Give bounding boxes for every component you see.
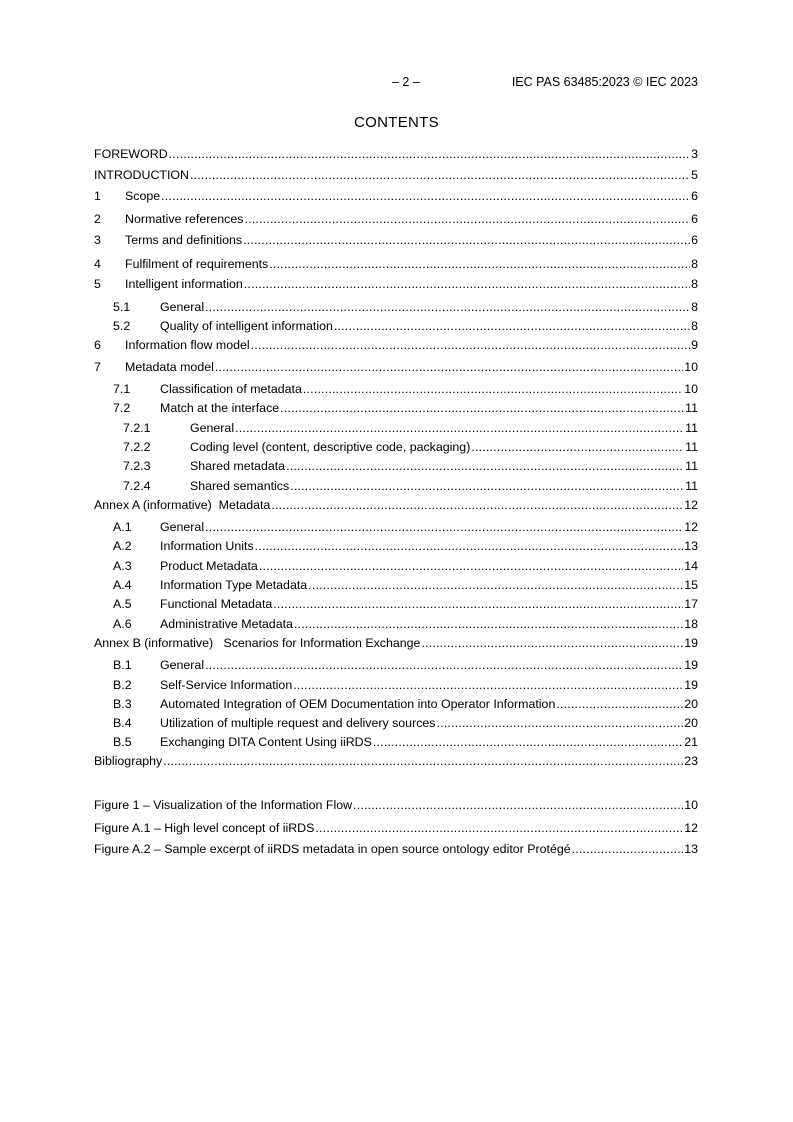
- toc-entry-page: 11: [685, 459, 698, 473]
- dot-leader: [293, 677, 683, 693]
- toc-entry-number: 7.1: [113, 382, 131, 396]
- toc-entry-title: Functional Metadata: [160, 597, 273, 611]
- toc-entry-number: A.6: [113, 617, 132, 631]
- toc-entry-number: A.2: [113, 539, 132, 553]
- toc-entry-number: B.4: [113, 716, 132, 730]
- toc-entry-page: 11: [685, 440, 698, 454]
- toc-entry-number: B.2: [113, 678, 132, 692]
- toc-entry-title: Exchanging DITA Content Using iiRDS: [160, 735, 372, 749]
- toc-entry-annex-b[interactable]: [94, 635, 698, 651]
- dot-leader: [244, 276, 690, 292]
- toc-entry-page: 15: [684, 578, 698, 592]
- dot-leader: [259, 558, 683, 574]
- toc-entry-page: 11: [685, 401, 698, 415]
- dot-leader: [280, 400, 684, 416]
- toc-entry-intelligent-information[interactable]: [94, 276, 698, 292]
- toc-entry-page: 8: [691, 257, 698, 271]
- toc-entry-title: General: [190, 421, 235, 435]
- toc-entry-number: 7.2.2: [123, 440, 151, 454]
- toc-entry-scope[interactable]: [94, 188, 698, 204]
- toc-entry-title: Product Metadata: [160, 559, 258, 573]
- toc-entry-number: B.1: [113, 658, 132, 672]
- toc-entry-title: INTRODUCTION: [94, 168, 189, 182]
- toc-entry-5-2-quality[interactable]: [94, 318, 698, 334]
- dot-leader: [315, 820, 683, 836]
- toc-entry-page: 19: [684, 678, 698, 692]
- toc-entry-title: Shared metadata: [190, 459, 286, 473]
- dot-leader: [373, 734, 683, 750]
- toc-entry-page: 18: [684, 617, 698, 631]
- toc-entry-page: 6: [691, 189, 698, 203]
- toc-entry-title: Annex B (informative) Scenarios for Information Exchange: [94, 636, 421, 650]
- toc-entry-bibliography[interactable]: [94, 753, 698, 769]
- toc-entry-page: 9: [691, 338, 698, 352]
- toc-entry-title: General: [160, 658, 205, 672]
- toc-entry-b-3-automated-integration[interactable]: [94, 696, 698, 712]
- toc-entry-7-2-3-shared-metadata[interactable]: [94, 458, 698, 474]
- dot-leader: [244, 211, 690, 227]
- toc-entry-b-1-general[interactable]: [94, 657, 698, 673]
- dot-leader: [271, 497, 683, 513]
- toc-entry-7-2-1-general[interactable]: [94, 420, 698, 436]
- dot-leader: [572, 841, 684, 857]
- dot-leader: [215, 359, 683, 375]
- toc-entry-title: Match at the interface: [160, 401, 280, 415]
- toc-entry-b-4-utilization[interactable]: [94, 715, 698, 731]
- toc-entry-title: Information Units: [160, 539, 254, 553]
- toc-entry-number: 5.2: [113, 319, 131, 333]
- toc-entry-title: Information flow model: [125, 338, 250, 352]
- toc-entry-title: Metadata model: [125, 360, 214, 374]
- toc-entry-normative-references[interactable]: [94, 211, 698, 227]
- toc-entry-page: 8: [691, 319, 698, 333]
- toc-entry-b-2-self-service[interactable]: [94, 677, 698, 693]
- toc-entry-title: Classification of metadata: [160, 382, 302, 396]
- toc-entry-number: 7.2: [113, 401, 131, 415]
- figure-entry-page: 12: [684, 821, 698, 835]
- toc-entry-number: 3: [94, 233, 101, 247]
- figure-entry-a2[interactable]: [94, 841, 698, 857]
- toc-entry-a-5-functional-metadata[interactable]: [94, 596, 698, 612]
- toc-entry-title: Quality of intelligent information: [160, 319, 333, 333]
- dot-leader: [243, 232, 690, 248]
- dot-leader: [269, 256, 690, 272]
- toc-entry-number: A.5: [113, 597, 132, 611]
- dot-leader: [294, 616, 683, 632]
- toc-entry-title: Intelligent information: [125, 277, 243, 291]
- toc-entry-a-3-product-metadata[interactable]: [94, 558, 698, 574]
- toc-entry-a-1-general[interactable]: [94, 519, 698, 535]
- toc-entry-page: 11: [685, 421, 698, 435]
- toc-entry-page: 3: [691, 147, 698, 161]
- figure-entry-title: Figure A.1 – High level concept of iiRDS: [94, 821, 315, 835]
- dot-leader: [436, 715, 683, 731]
- toc-entry-a-2-information-units[interactable]: [94, 538, 698, 554]
- toc-entry-page: 8: [691, 300, 698, 314]
- toc-entry-page: 5: [691, 168, 698, 182]
- dot-leader: [303, 381, 683, 397]
- toc-entry-page: 8: [691, 277, 698, 291]
- dot-leader: [308, 577, 683, 593]
- dot-leader: [273, 596, 683, 612]
- dot-leader: [205, 519, 683, 535]
- toc-entry-title: Scope: [125, 189, 161, 203]
- toc-entry-page: 6: [691, 233, 698, 247]
- toc-entry-information-flow-model[interactable]: [94, 337, 698, 353]
- toc-entry-a-6-administrative-metadata[interactable]: [94, 616, 698, 632]
- figure-entry-page: 10: [684, 798, 698, 812]
- page-header: [94, 75, 698, 93]
- toc-entry-page: 23: [684, 754, 698, 768]
- toc-entry-number: A.3: [113, 559, 132, 573]
- toc-entry-number: 6: [94, 338, 101, 352]
- toc-entry-page: 17: [684, 597, 698, 611]
- toc-entry-number: A.1: [113, 520, 132, 534]
- page-number: – 2 –: [392, 75, 420, 89]
- toc-entry-number: A.4: [113, 578, 132, 592]
- toc-entry-number: 7: [94, 360, 101, 374]
- toc-entry-5-1-general[interactable]: [94, 299, 698, 315]
- dot-leader: [421, 635, 683, 651]
- toc-entry-page: 20: [684, 697, 698, 711]
- toc-entry-number: 5: [94, 277, 101, 291]
- toc-entry-7-2-match[interactable]: [94, 400, 698, 416]
- dot-leader: [163, 753, 683, 769]
- toc-entry-fulfilment-of-requirements[interactable]: [94, 256, 698, 272]
- dot-leader: [169, 146, 690, 162]
- toc-entry-title: Fulfilment of requirements: [125, 257, 269, 271]
- toc-entry-title: Self-Service Information: [160, 678, 293, 692]
- toc-entry-page: 6: [691, 212, 698, 226]
- toc-entry-metadata-model[interactable]: [94, 359, 698, 375]
- dot-leader: [556, 696, 683, 712]
- toc-entry-title: Bibliography: [94, 754, 163, 768]
- toc-entry-page: 10: [684, 382, 698, 396]
- toc-entry-terms-and-definitions[interactable]: [94, 232, 698, 248]
- toc-entry-foreword[interactable]: [94, 146, 698, 162]
- toc-entry-number: 7.2.1: [123, 421, 151, 435]
- toc-entry-title: Terms and definitions: [125, 233, 243, 247]
- toc-entry-page: 19: [684, 658, 698, 672]
- toc-entry-number: 4: [94, 257, 101, 271]
- toc-entry-title: General: [160, 300, 205, 314]
- toc-entry-title: Coding level (content, descriptive code, packaging): [190, 440, 471, 454]
- toc-entry-page: 14: [684, 559, 698, 573]
- toc-entry-title: Administrative Metadata: [160, 617, 293, 631]
- toc-entry-title: Annex A (informative) Metadata: [94, 498, 271, 512]
- dot-leader: [353, 797, 683, 813]
- toc-entry-a-4-information-type[interactable]: [94, 577, 698, 593]
- dot-leader: [255, 538, 684, 554]
- toc-entry-page: 13: [684, 539, 698, 553]
- toc-entry-page: 19: [684, 636, 698, 650]
- toc-entry-7-2-2-coding-level[interactable]: [94, 439, 698, 455]
- dot-leader: [161, 188, 690, 204]
- toc-entry-title: Utilization of multiple request and delivery sources: [160, 716, 436, 730]
- dot-leader: [190, 167, 690, 183]
- toc-entry-title: FOREWORD: [94, 147, 168, 161]
- toc-entry-page: 10: [684, 360, 698, 374]
- toc-entry-number: 5.1: [113, 300, 131, 314]
- dot-leader: [235, 420, 684, 436]
- document-reference: IEC PAS 63485:2023 © IEC 2023: [511, 75, 698, 89]
- dot-leader: [205, 657, 683, 673]
- toc-entry-number: 7.2.3: [123, 459, 151, 473]
- toc-entry-title: General: [160, 520, 205, 534]
- toc-entry-title: Shared semantics: [190, 479, 290, 493]
- toc-entry-number: B.3: [113, 697, 132, 711]
- toc-entry-b-5-exchanging-dita[interactable]: [94, 734, 698, 750]
- figure-entry-title: Figure 1 – Visualization of the Information Flow: [94, 798, 353, 812]
- toc-entry-annex-a[interactable]: [94, 497, 698, 513]
- toc-entry-title: Normative references: [125, 212, 244, 226]
- toc-entry-page: 11: [685, 479, 698, 493]
- toc-entry-7-1-classification[interactable]: [94, 381, 698, 397]
- toc-entry-introduction[interactable]: [94, 167, 698, 183]
- contents-title: CONTENTS: [354, 114, 439, 131]
- dot-leader: [286, 458, 684, 474]
- toc-entry-title: Information Type Metadata: [160, 578, 308, 592]
- dot-leader: [251, 337, 690, 353]
- dot-leader: [334, 318, 690, 334]
- dot-leader: [290, 478, 684, 494]
- toc-entry-title: Automated Integration of OEM Documentation into Operator Information: [160, 697, 556, 711]
- figure-entry-title: Figure A.2 – Sample excerpt of iiRDS metadata in open source ontology editor Protégé: [94, 842, 571, 856]
- toc-entry-page: 12: [684, 498, 698, 512]
- toc-entry-number: 2: [94, 212, 101, 226]
- figure-entry-1[interactable]: [94, 797, 698, 813]
- dot-leader: [471, 439, 684, 455]
- toc-entry-number: B.5: [113, 735, 132, 749]
- toc-entry-number: 1: [94, 189, 101, 203]
- toc-entry-page: 12: [684, 520, 698, 534]
- dot-leader: [205, 299, 690, 315]
- toc-entry-number: 7.2.4: [123, 479, 151, 493]
- toc-entry-page: 21: [684, 735, 698, 749]
- toc-entry-7-2-4-shared-semantics[interactable]: [94, 478, 698, 494]
- toc-entry-page: 20: [684, 716, 698, 730]
- figure-entry-page: 13: [684, 842, 698, 856]
- figure-entry-a1[interactable]: [94, 820, 698, 836]
